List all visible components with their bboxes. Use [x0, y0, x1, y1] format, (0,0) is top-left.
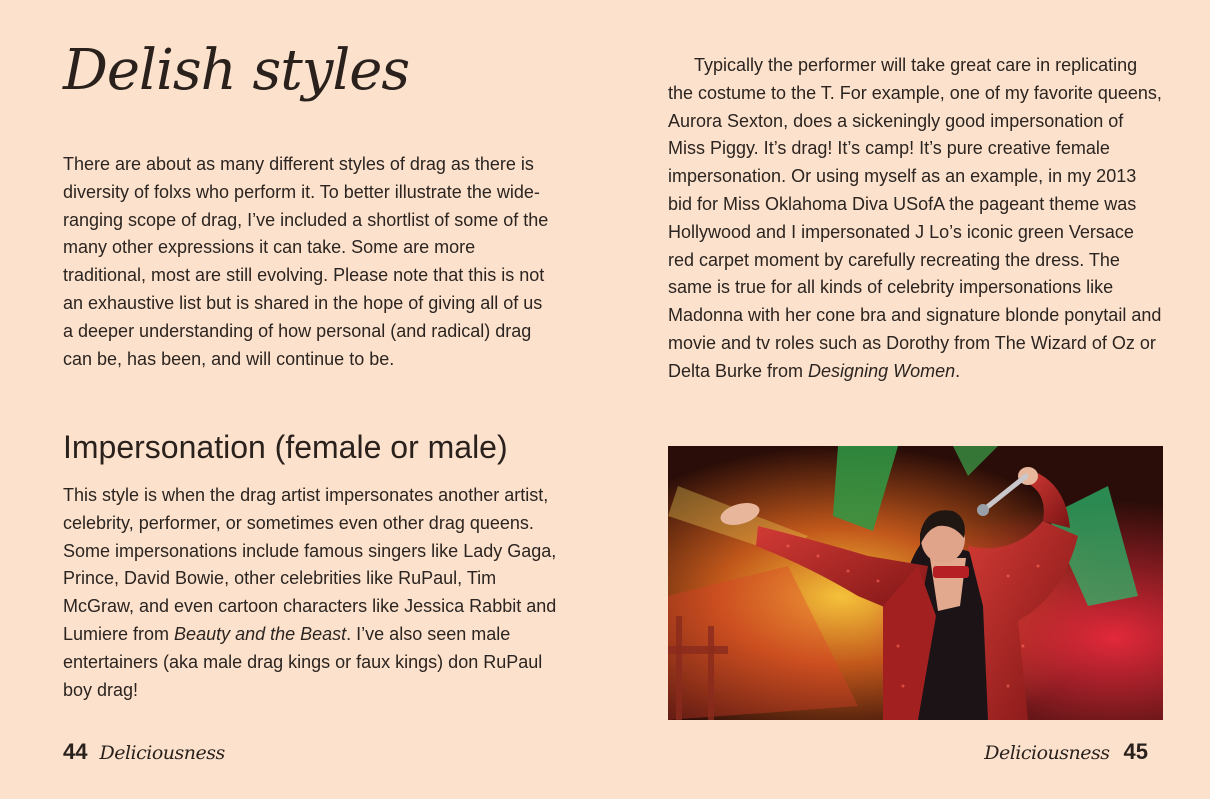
- left-running-head: Deliciousness: [99, 742, 225, 764]
- right-page-number: 45: [1123, 739, 1148, 764]
- performer-photo: [668, 446, 1163, 720]
- left-page-number: 44: [63, 739, 88, 764]
- page-title: Delish styles: [63, 38, 410, 103]
- impersonation-paragraph: [63, 482, 558, 704]
- left-folio: [63, 739, 225, 765]
- right-text-b: .: [955, 360, 961, 381]
- right-text-a: Typically the performer will take great care in replicating the costume to the T. For example, one of my favorite queens, Aurora Sexton, does a sickeningly good impersonation of Miss Piggy. It’s drag! It’s camp! It’s pure creative female impersonation. Or using myself as an example, in my 2013 bid for Miss Oklahoma Diva USofA the pageant theme was Hollywood and I impersonated J Lo’s iconic green Versace red carpet moment by carefully recreating the dress. The same is true for all kinds of celebrity impersonations like Madonna with her cone bra and signature blonde ponytail and movie and tv roles such as Dorothy from The Wizard of Oz or Delta Burke from: [668, 55, 1162, 381]
- impersonation-italic-title: Beauty and the Beast: [174, 623, 347, 644]
- right-italic-title: Designing Women: [808, 360, 956, 381]
- right-page: [668, 0, 1168, 799]
- right-running-head: Deliciousness: [984, 742, 1110, 764]
- section-heading: Impersonation (female or male): [63, 429, 508, 465]
- intro-paragraph: There are about as many different styles of drag as there is diversity of folxs who perform it. To better illustrate the wide-ranging scope of drag, I’ve included a shortlist of some of the many other expressions it can take. Some are more traditional, most are still evolving. Please note that this is not an exhaustive list but is shared in the hope of giving all of us a deeper understanding of how personal (and radical) drag can be, has been, and will continue to be.: [63, 154, 549, 369]
- impersonation-text-a: This style is when the drag artist impersonates another artist, celebrity, performer, or sometimes even other drag queens. Some impersonations include famous singers like Lady Gaga, Prince, David Bowie, other celebrities like RuPaul, Tim McGraw, and even cartoon characters like Jessica Rabbit and Lumiere from: [63, 485, 557, 644]
- impersonation-text-b: . I’ve also seen male entertainers (aka male drag kings or faux kings) don RuPaul boy drag!: [63, 623, 543, 700]
- right-paragraph: [668, 52, 1162, 386]
- right-folio: [984, 739, 1148, 765]
- left-page: [63, 0, 563, 799]
